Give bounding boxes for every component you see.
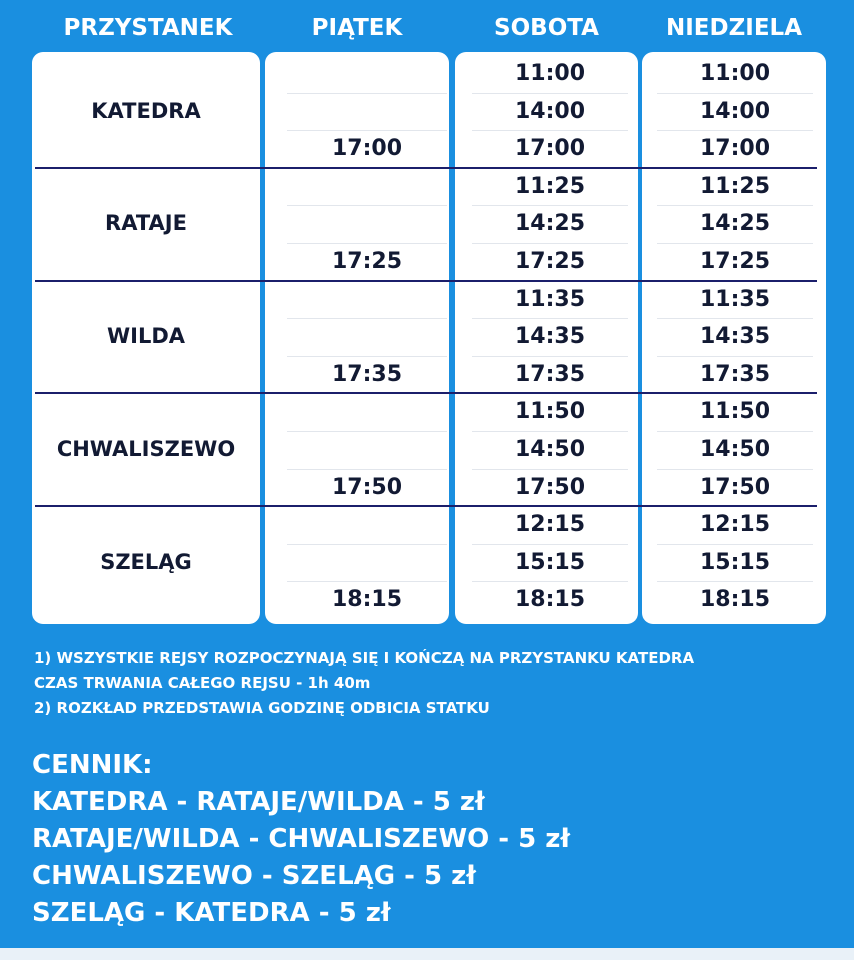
stop-name: WILDA	[106, 324, 186, 349]
price-list	[32, 747, 570, 932]
header-stop: PRZYSTANEK	[63, 15, 233, 41]
price-title: CENNIK:	[32, 750, 153, 780]
time-cell-saturday: 11:50	[514, 399, 586, 425]
time-cell-sunday: 17:00	[699, 136, 771, 162]
time-cell-sunday: 18:15	[699, 587, 771, 613]
header-friday: PIĄTEK	[311, 15, 403, 41]
time-cell-sunday: 14:50	[699, 437, 771, 462]
time-cell-friday: 17:25	[331, 249, 403, 274]
time-cell-friday: 18:15	[331, 587, 403, 613]
time-cell-saturday: 12:15	[514, 512, 586, 538]
time-cell-friday: 17:35	[331, 361, 403, 387]
time-cell-saturday: 15:15	[514, 549, 586, 575]
header-sunday: NIEDZIELA	[665, 15, 802, 41]
note-line: 1) WSZYSTKIE REJSY ROZPOCZYNAJĄ SIĘ I KOŃCZĄ NA PRZYSTANKU KATEDRA	[34, 649, 695, 667]
price-item: SZELĄG - KATEDRA - 5 zł	[32, 898, 391, 928]
stop-name: CHWALISZEWO	[56, 437, 236, 461]
time-cell-friday	[285, 431, 449, 469]
price-item: KATEDRA - RATAJE/WILDA - 5 zł	[32, 787, 485, 817]
time-cell-friday	[285, 93, 449, 131]
time-cell-sunday: 15:15	[699, 549, 771, 575]
time-cell-saturday: 14:35	[514, 324, 586, 350]
time-cell-saturday: 17:25	[514, 249, 586, 274]
time-cell-friday	[285, 168, 449, 206]
time-cell-saturday: 14:00	[514, 98, 586, 124]
stop-name: KATEDRA	[91, 98, 201, 123]
time-cell-friday	[285, 506, 449, 544]
time-cell-sunday: 11:50	[699, 399, 771, 425]
time-cell-sunday: 11:25	[699, 173, 771, 199]
price-item: RATAJE/WILDA - CHWALISZEWO - 5 zł	[32, 824, 571, 854]
time-cell-saturday: 17:50	[514, 474, 586, 500]
stop-name: RATAJE	[105, 211, 187, 236]
time-cell-friday	[285, 205, 449, 243]
time-cell-friday	[285, 318, 449, 356]
time-cell-saturday: 14:25	[514, 211, 586, 237]
time-cell-sunday: 14:25	[699, 211, 771, 237]
note-line: CZAS TRWANIA CAŁEGO REJSU - 1h 40m	[34, 674, 371, 692]
time-cell-saturday: 11:00	[514, 61, 586, 86]
time-cell-saturday: 17:00	[514, 136, 586, 162]
time-cell-sunday: 11:00	[699, 61, 771, 86]
time-cell-friday	[285, 55, 449, 93]
time-cell-sunday: 14:35	[699, 324, 771, 350]
time-cell-sunday: 11:35	[699, 286, 771, 312]
time-cell-friday	[285, 281, 449, 319]
time-cell-friday: 17:50	[331, 474, 403, 500]
time-cell-friday: 17:00	[331, 136, 403, 162]
time-cell-saturday: 11:35	[514, 286, 586, 312]
bottom-strip	[0, 948, 854, 960]
price-item: CHWALISZEWO - SZELĄG - 5 zł	[32, 861, 476, 891]
stop-name: SZELĄG	[100, 549, 192, 574]
time-cell-saturday: 18:15	[514, 587, 586, 613]
time-cell-sunday: 14:00	[699, 98, 771, 124]
time-cell-friday	[285, 393, 449, 431]
note-line: 2) ROZKŁAD PRZEDSTAWIA GODZINĘ ODBICIA STATKU	[34, 699, 490, 717]
time-cell-sunday: 17:35	[699, 361, 771, 387]
time-cell-saturday: 11:25	[514, 173, 586, 199]
time-cell-saturday: 14:50	[514, 437, 586, 462]
notes	[34, 646, 694, 721]
time-cell-sunday: 12:15	[699, 512, 771, 538]
time-cell-sunday: 17:50	[699, 474, 771, 500]
time-cell-sunday: 17:25	[699, 249, 771, 274]
time-cell-friday	[285, 544, 449, 582]
time-cell-saturday: 17:35	[514, 361, 586, 387]
header-saturday: SOBOTA	[494, 15, 599, 41]
